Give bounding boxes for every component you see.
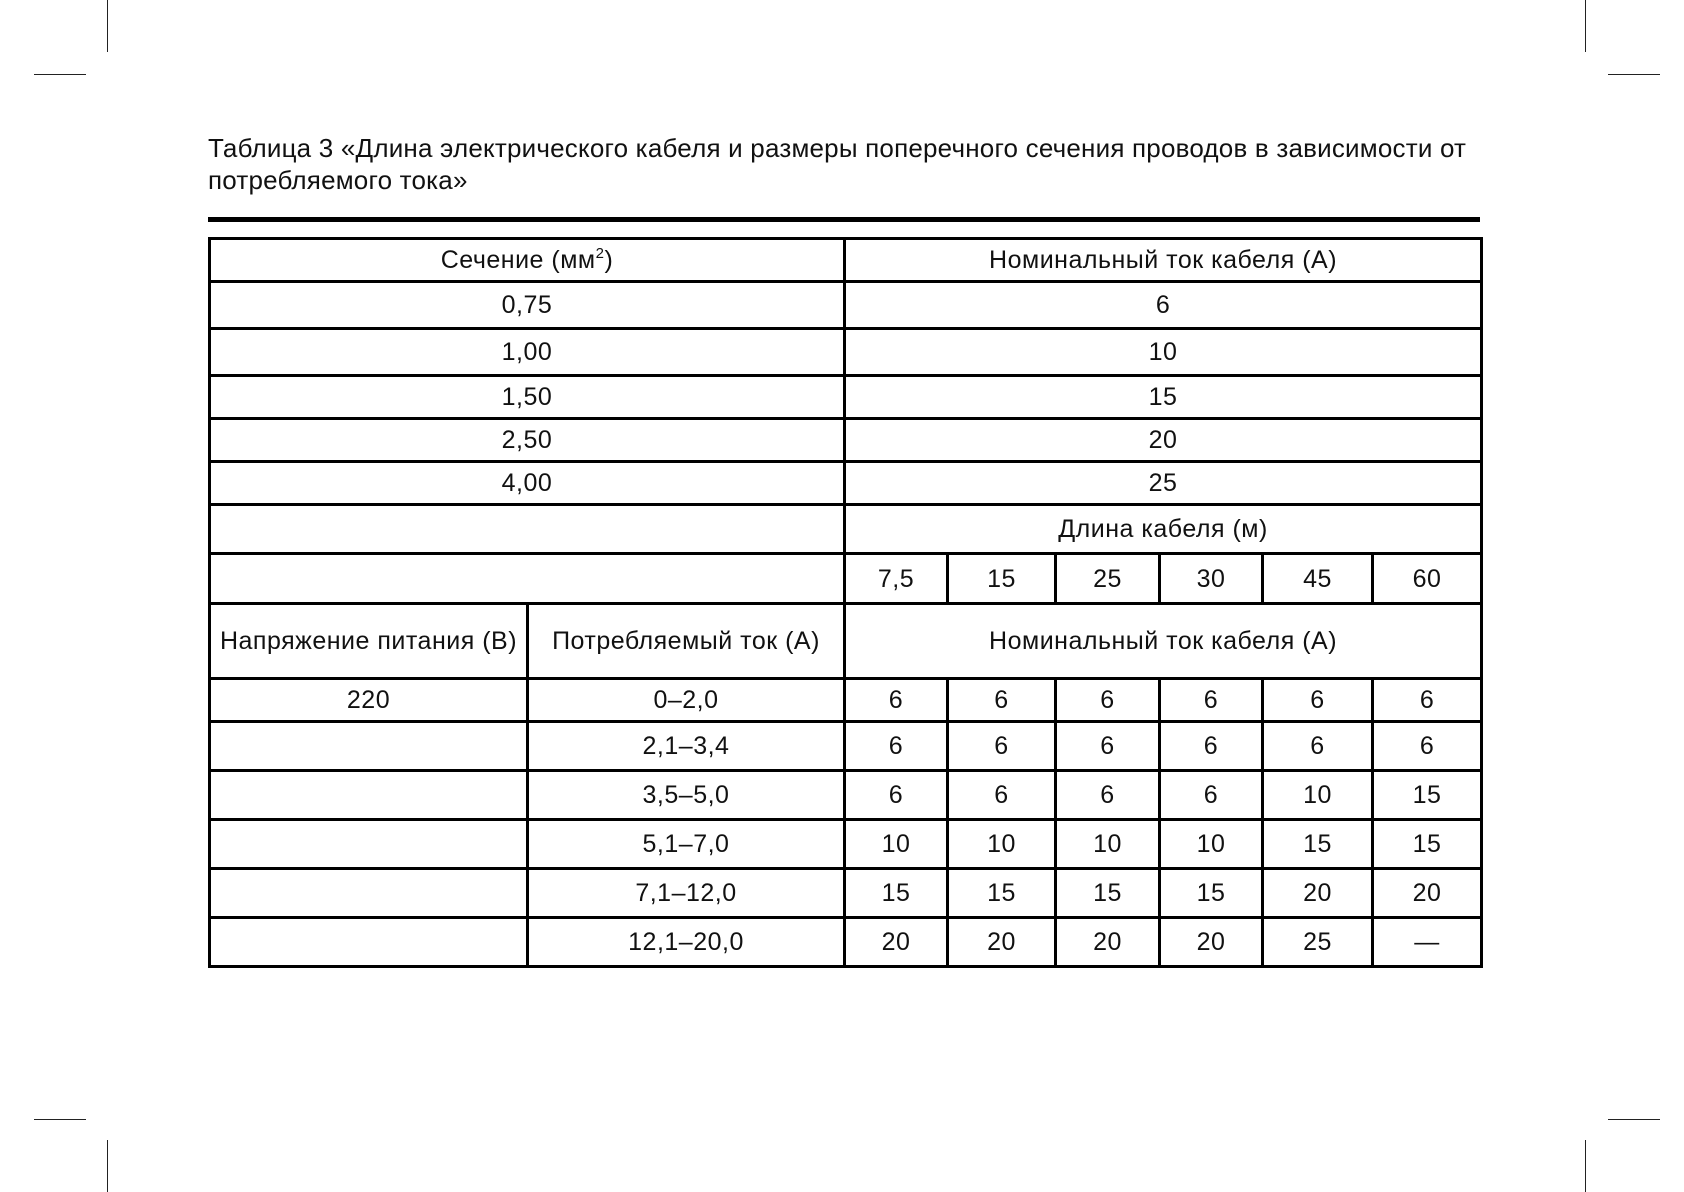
current-range-cell: 12,1–20,0: [528, 918, 845, 967]
section-row: [210, 376, 1482, 419]
value-cell: 20: [1373, 869, 1482, 918]
voltage-header-cell: Напряжение питания (В): [210, 604, 528, 679]
current-range-cell: 7,1–12,0: [528, 869, 845, 918]
voltage-cell: [210, 771, 528, 820]
crop-mark: [1585, 1140, 1586, 1192]
current-range-cell: 2,1–3,4: [528, 722, 845, 771]
table-row: [210, 771, 1482, 820]
rated-current-cell: 6: [845, 282, 1482, 329]
value-cell: 6: [845, 771, 948, 820]
value-cell: 6: [845, 679, 948, 722]
table-row: [210, 918, 1482, 967]
section-header-cell: Сечение $(мм^2)$: [210, 239, 845, 282]
value-cell: 6: [1263, 722, 1373, 771]
voltage-cell: [210, 820, 528, 869]
header-row: [210, 239, 1482, 282]
rated-current-cell: 20: [845, 419, 1482, 462]
value-cell: 20: [1056, 918, 1160, 967]
voltage-cell: [210, 722, 528, 771]
section-cell: 1,00: [210, 329, 845, 376]
section-cell: 4,00: [210, 462, 845, 505]
table-row: [210, 722, 1482, 771]
value-cell: 10: [845, 820, 948, 869]
section-cell: 1,50: [210, 376, 845, 419]
table-row: [210, 820, 1482, 869]
value-cell: 15: [1263, 820, 1373, 869]
voltage-cell: [210, 918, 528, 967]
value-cell: 6: [1056, 771, 1160, 820]
length-cell: 15: [948, 554, 1056, 604]
table-row: [210, 679, 1482, 722]
consumed-current-header-cell: Потребляемый ток (А): [528, 604, 845, 679]
voltage-header-row: [210, 604, 1482, 679]
table-row: [210, 869, 1482, 918]
rated-current-cell: 10: [845, 329, 1482, 376]
value-cell: 10: [948, 820, 1056, 869]
crop-mark: [1608, 74, 1660, 75]
value-cell: 6: [948, 771, 1056, 820]
value-cell: 10: [1160, 820, 1263, 869]
value-cell: 10: [1056, 820, 1160, 869]
length-cell: 7,5: [845, 554, 948, 604]
value-cell: 6: [1056, 722, 1160, 771]
value-cell: 15: [1056, 869, 1160, 918]
crop-mark: [1608, 1119, 1660, 1120]
section-row: [210, 329, 1482, 376]
value-cell: 6: [1160, 771, 1263, 820]
crop-mark: [34, 74, 86, 75]
section-row: [210, 462, 1482, 505]
value-cell: 6: [845, 722, 948, 771]
value-cell: 6: [1373, 722, 1482, 771]
empty-cell: [210, 505, 845, 554]
value-cell: 15: [1160, 869, 1263, 918]
crop-mark: [1585, 0, 1586, 52]
rated-current-header-cell: Номинальный ток кабеля (А): [845, 239, 1482, 282]
crop-mark: [107, 0, 108, 52]
value-cell: 6: [1373, 679, 1482, 722]
cable-length-header-cell: Длина кабеля (м): [845, 505, 1482, 554]
current-range-cell: 0–2,0: [528, 679, 845, 722]
rated-current-cell: 25: [845, 462, 1482, 505]
value-cell: 25: [1263, 918, 1373, 967]
cable-table: [208, 237, 1483, 968]
value-cell: 6: [1160, 722, 1263, 771]
value-cell: 15: [1373, 820, 1482, 869]
rated-current-cell: 15: [845, 376, 1482, 419]
table-caption: Таблица 3 «Длина электрического кабеля и размеры поперечного сечения проводов в зависимости от потребляемого тока»: [208, 133, 1467, 195]
section-cell: 0,75: [210, 282, 845, 329]
section-row: [210, 282, 1482, 329]
length-cell: 30: [1160, 554, 1263, 604]
value-cell: 6: [1056, 679, 1160, 722]
section-cell: 2,50: [210, 419, 845, 462]
value-cell: 15: [948, 869, 1056, 918]
cable-length-header-row: [210, 505, 1482, 554]
value-cell: 20: [1160, 918, 1263, 967]
length-cell: 45: [1263, 554, 1373, 604]
value-cell: 6: [1263, 679, 1373, 722]
crop-mark: [34, 1119, 86, 1120]
rated-current-header-cell: Номинальный ток кабеля (А): [845, 604, 1482, 679]
section-row: [210, 419, 1482, 462]
caption-rule: [208, 217, 1480, 222]
value-cell: 6: [948, 679, 1056, 722]
value-cell: 20: [948, 918, 1056, 967]
value-cell: 10: [1263, 771, 1373, 820]
value-cell: 6: [1160, 679, 1263, 722]
current-range-cell: 5,1–7,0: [528, 820, 845, 869]
voltage-cell: [210, 869, 528, 918]
value-cell: 20: [1263, 869, 1373, 918]
value-cell: 20: [845, 918, 948, 967]
voltage-cell: 220: [210, 679, 528, 722]
cable-length-values-row: [210, 554, 1482, 604]
current-range-cell: 3,5–5,0: [528, 771, 845, 820]
crop-mark: [107, 1140, 108, 1192]
empty-cell: [210, 554, 845, 604]
length-cell: 60: [1373, 554, 1482, 604]
length-cell: 25: [1056, 554, 1160, 604]
value-cell: —: [1373, 918, 1482, 967]
value-cell: 15: [845, 869, 948, 918]
value-cell: 15: [1373, 771, 1482, 820]
value-cell: 6: [948, 722, 1056, 771]
